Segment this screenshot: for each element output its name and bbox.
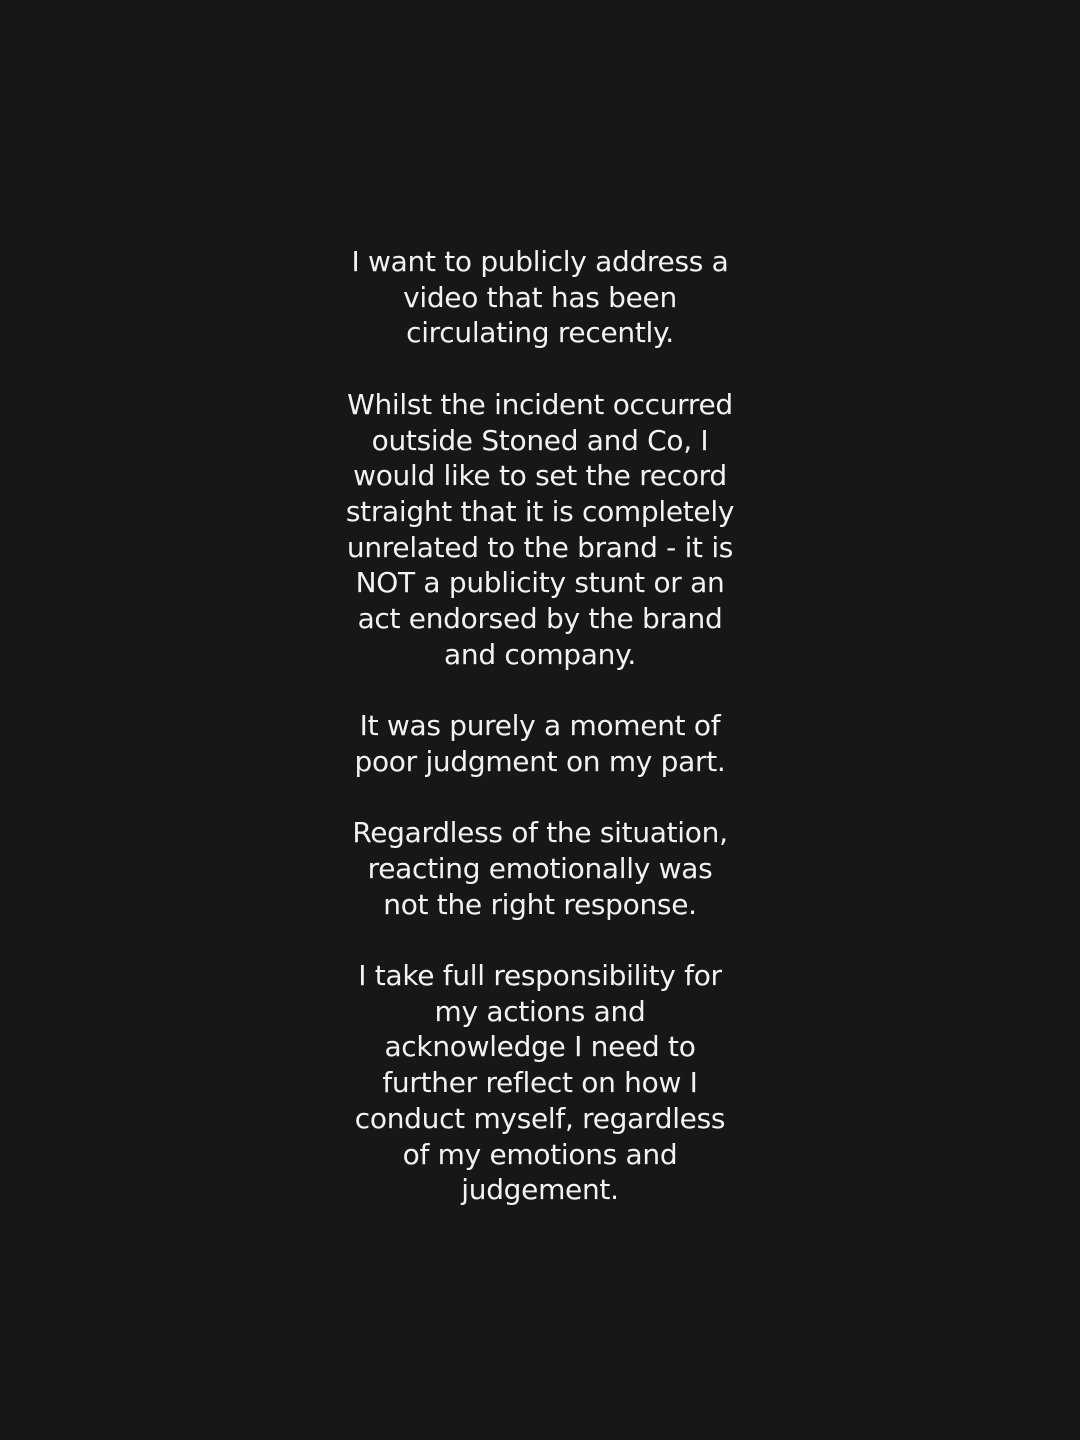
statement-line: and company. (444, 637, 636, 671)
statement-line: judgement. (461, 1173, 619, 1207)
paragraph-3 (355, 708, 726, 779)
statement-line: I take full responsibility for (358, 959, 722, 992)
statement-line: video that has been (403, 280, 677, 314)
paragraph-5 (355, 958, 725, 1208)
statement-line: not the right response. (383, 887, 697, 921)
statement-line: reacting emotionally was (367, 851, 713, 885)
statement-line: my actions and (434, 994, 646, 1028)
paragraph-2 (346, 387, 734, 673)
statement-line: Regardless of the situation, (352, 816, 728, 850)
statement-line: further reflect on how I (382, 1066, 698, 1100)
statement-line: It was purely a moment of (359, 709, 721, 743)
statement-line: straight that it is completely (345, 494, 735, 528)
paragraph-4 (352, 815, 727, 922)
statement-line: NOT a publicity stunt or an (355, 566, 725, 600)
statement-line: of my emotions and (402, 1137, 678, 1171)
statement-line: circulating recently. (406, 316, 674, 350)
statement-line: poor judgment on my part. (354, 744, 726, 778)
statement-line: outside Stoned and Co, I (371, 423, 709, 457)
statement-line: would like to set the record (353, 459, 727, 493)
statement-line: Whilst the incident occurred (347, 387, 733, 421)
paragraph-1 (351, 244, 728, 351)
statement-text (0, 244, 1080, 1244)
statement-line: I want to publicly address a (351, 245, 729, 278)
statement-line: acknowledge I need to (384, 1030, 696, 1064)
statement-line: act endorsed by the brand (357, 602, 723, 636)
statement-line: unrelated to the brand - it is (346, 530, 734, 564)
statement-line: conduct myself, regardless (354, 1101, 726, 1135)
